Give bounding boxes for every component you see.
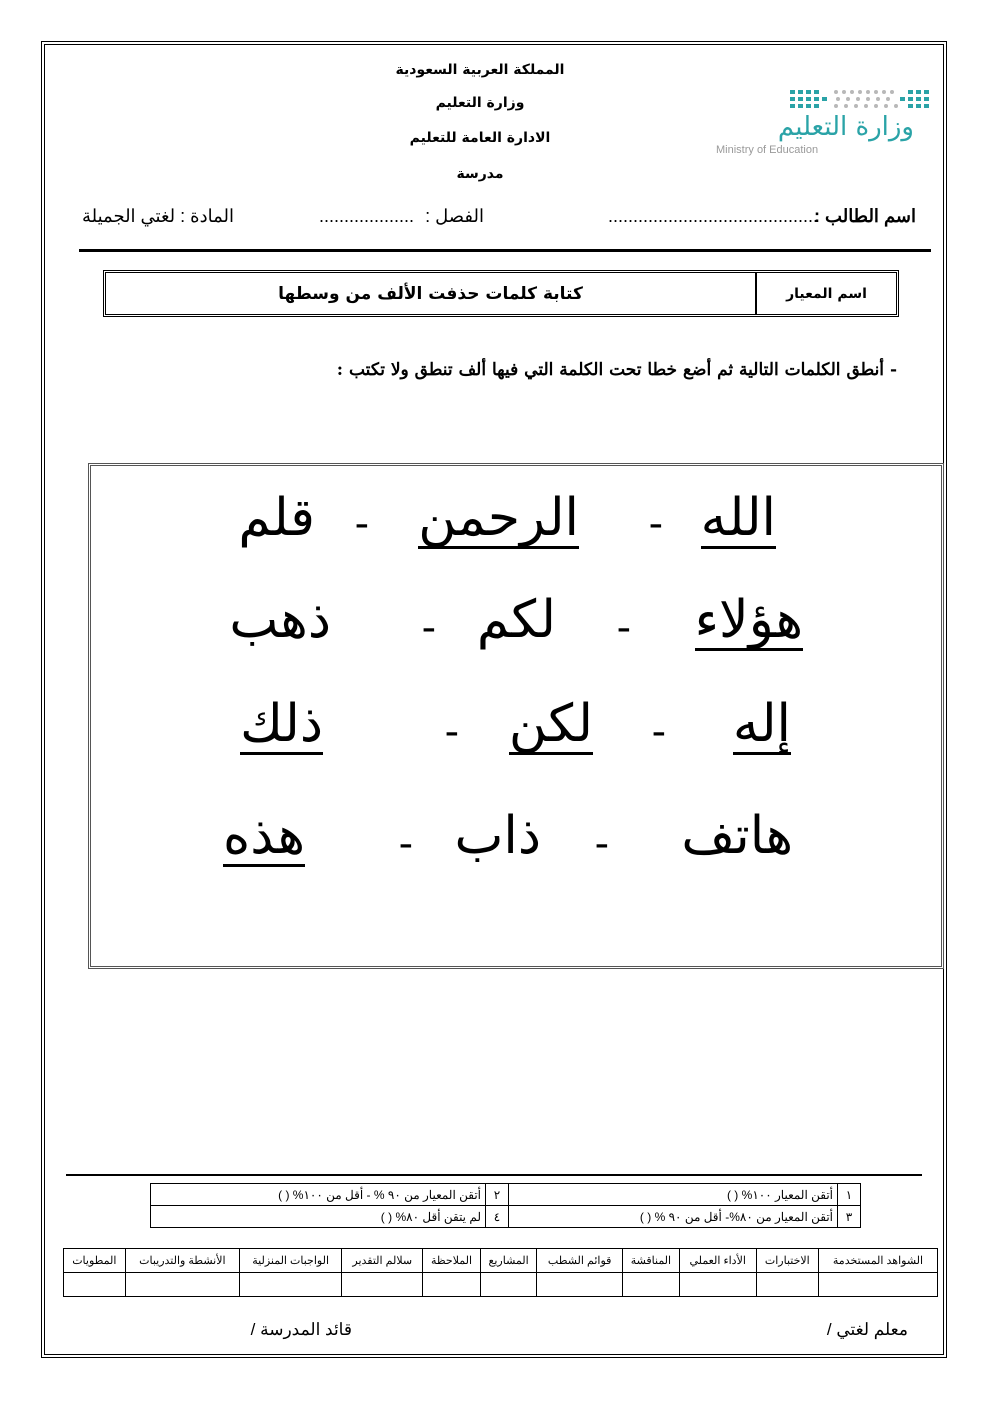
evidence-cell[interactable] (342, 1273, 423, 1297)
header-divider (79, 249, 931, 252)
standard-name-label: اسم المعيار (755, 273, 896, 314)
evidence-cell[interactable] (818, 1273, 937, 1297)
evidence-header: المناقشة (623, 1249, 680, 1273)
word-qalam[interactable]: قلم (238, 488, 315, 548)
evidence-header: الشواهد المستخدمة (818, 1249, 937, 1273)
instruction-text: - أنطق الكلمات التالية ثم أضع خطا تحت الكلمة التي فيها ألف تنطق ولا تكتب : (336, 360, 897, 380)
evidence-header: سلالم التقدير (342, 1249, 423, 1273)
class-label: الفصل : (425, 206, 484, 226)
evidence-header: قوائم الشطب (537, 1249, 623, 1273)
evidence-cell[interactable] (125, 1273, 239, 1297)
word-thalik[interactable]: ذلك (240, 694, 323, 754)
word-alrahman[interactable]: الرحمن (418, 488, 579, 548)
evidence-header: الأداء العملي (679, 1249, 756, 1273)
level-number: ٤ (486, 1206, 509, 1228)
dash: - (651, 709, 666, 755)
dash: - (421, 605, 436, 651)
evidence-cell[interactable] (480, 1273, 537, 1297)
evidence-cell[interactable] (679, 1273, 756, 1297)
word-hathihi[interactable]: هذه (223, 806, 305, 866)
student-info-line (82, 206, 916, 232)
word-lakin[interactable]: لكن (508, 694, 593, 754)
word-ilah[interactable]: إله (732, 694, 791, 754)
level-text[interactable]: أتقن المعيار من ٨٠%- أقل من ٩٠ % ( ) (509, 1206, 838, 1228)
header-school: مدرسة (456, 166, 504, 182)
class-dots[interactable]: ................... (318, 206, 414, 226)
dash: - (648, 501, 663, 547)
dash: - (444, 709, 459, 755)
evidence-table (63, 1248, 938, 1297)
dash: - (594, 821, 609, 867)
level-number: ٢ (486, 1184, 509, 1206)
level-text[interactable]: أتقن المعيار ١٠٠% ( ) (509, 1184, 838, 1206)
level-text[interactable]: أتقن المعيار من ٩٠ % - أقل من ١٠٠% ( ) (151, 1184, 486, 1206)
header-ministry: وزارة التعليم (435, 95, 525, 111)
evidence-cell[interactable] (64, 1273, 126, 1297)
evidence-header: الملاحظة (423, 1249, 481, 1273)
standard-box (103, 270, 899, 317)
logo-arabic-text: وزارة التعليم (777, 112, 914, 142)
header-country: المملكة العربية السعودية (395, 62, 565, 78)
student-name-dots[interactable]: .......................................... (607, 206, 818, 226)
level-number: ١ (838, 1184, 861, 1206)
word-lakum[interactable]: لكم (476, 590, 556, 650)
evidence-header: المشاريع (480, 1249, 537, 1273)
word-haulai[interactable]: هؤلاء (694, 590, 803, 650)
evidence-cell[interactable] (240, 1273, 342, 1297)
level-text[interactable]: لم يتقن أقل ٨٠% ( ) (151, 1206, 486, 1228)
evidence-header: المطويات (64, 1249, 126, 1273)
footer-divider (66, 1174, 922, 1176)
dash: - (354, 501, 369, 547)
word-thab[interactable]: ذاب (454, 806, 541, 866)
word-thahab[interactable]: ذهب (229, 590, 331, 650)
teacher-signature: معلم لغتي / (826, 1320, 908, 1339)
evidence-header: الواجبات المنزلية (240, 1249, 342, 1273)
ministry-logo (712, 82, 938, 162)
evidence-header: الأنشطة والتدريبات (125, 1249, 239, 1273)
evidence-cell[interactable] (756, 1273, 818, 1297)
word-allah[interactable]: الله (700, 488, 776, 548)
dash: - (616, 605, 631, 651)
standard-title: كتابة كلمات حذفت الألف من وسطها (278, 284, 583, 304)
evidence-cell[interactable] (423, 1273, 481, 1297)
evidence-cell[interactable] (623, 1273, 680, 1297)
evidence-header: الاختبارات (756, 1249, 818, 1273)
header-administration: الادارة العامة للتعليم (409, 130, 551, 146)
logo-dots-icon (788, 88, 936, 110)
principal-signature: قائد المدرسة / (250, 1320, 352, 1339)
word-hatif[interactable]: هاتف (681, 806, 793, 866)
subject-label: المادة : لغتي الجميلة (82, 206, 234, 226)
level-number: ٣ (838, 1206, 861, 1228)
student-name-label: اسم الطالب : (814, 206, 916, 226)
dash: - (398, 821, 413, 867)
words-box (88, 463, 944, 969)
evidence-cell[interactable] (537, 1273, 623, 1297)
logo-english-text: Ministry of Education (716, 144, 819, 156)
mastery-levels-table (150, 1183, 861, 1228)
